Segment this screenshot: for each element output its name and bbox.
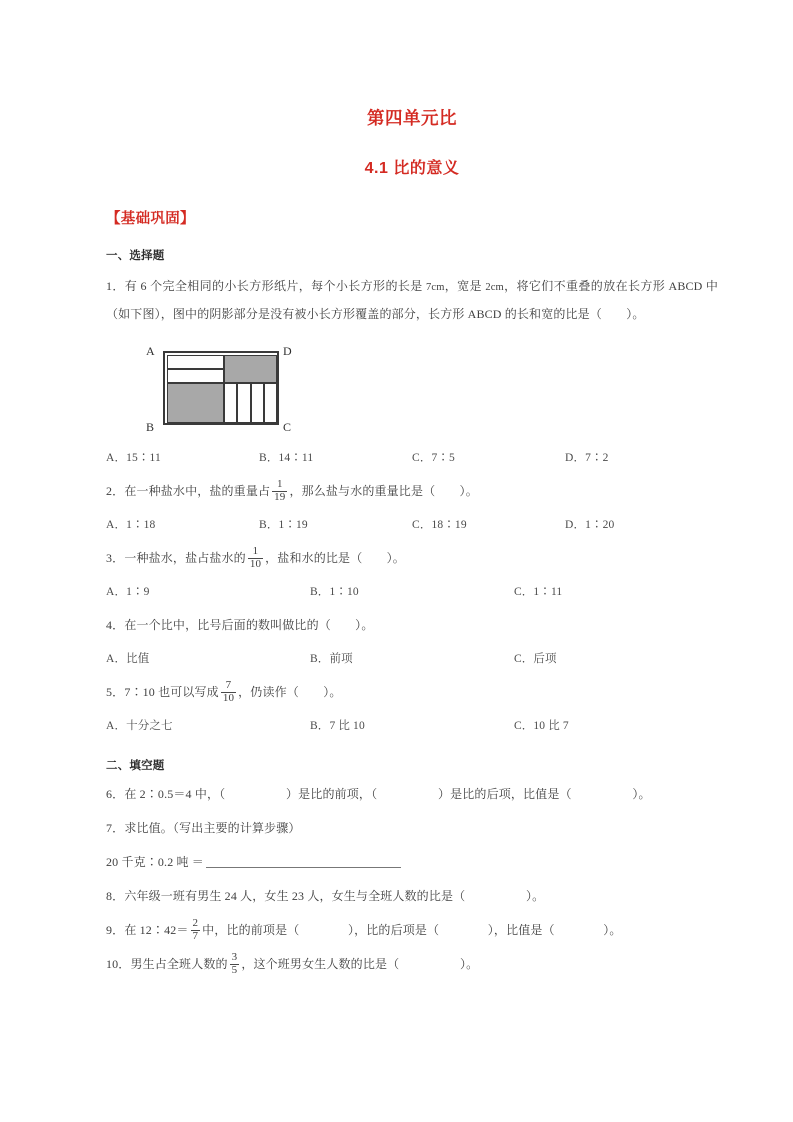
question-5-option-a[interactable]: A．十分之七 (106, 720, 173, 732)
figure-shaded-top-right (224, 355, 277, 383)
question-10-number: 10． (106, 957, 131, 971)
question-5-text-a: 7∶10 也可以写成 (124, 685, 219, 699)
figure-outer-rectangle (163, 351, 279, 425)
question-10-fraction (230, 952, 240, 976)
section-band-title: 【基础巩固】 (106, 211, 195, 227)
question-2-number: 2． (106, 484, 125, 498)
question-7 (106, 807, 718, 841)
question-10 (106, 943, 718, 977)
question-9-fraction (191, 918, 201, 942)
question-2 (106, 470, 718, 504)
question-3-fraction-numerator: 1 (252, 544, 259, 557)
question-5-number: 5． (106, 685, 125, 699)
figure-small-rect-h1 (167, 355, 224, 369)
figure-small-rect-v1 (224, 383, 237, 423)
question-5-fraction-numerator: 7 (225, 678, 232, 691)
question-3-fraction (248, 546, 263, 570)
question-8-text-a: 六年级一班有男生 24 人，女生 23 人，女生与全班人数的比是（ ）。 (124, 889, 545, 903)
question-9-fraction-denominator: 7 (192, 929, 199, 942)
question-4-option-b[interactable]: B．前项 (309, 653, 353, 665)
question-2-options (106, 504, 718, 537)
question-10-fraction-numerator: 3 (231, 950, 238, 963)
question-2-text-a: 在一种盐水中，盐的重量占 (124, 484, 271, 498)
question-3-fraction-denominator: 10 (249, 557, 262, 570)
question-9-text-b: 中，比的前项是（ ），比的后项是（ ），比值是（ ）。 (202, 923, 622, 937)
page-content (106, 0, 718, 977)
question-2-option-b[interactable]: B．1∶19 (259, 519, 308, 531)
figure-label-b: B (146, 420, 155, 434)
question-1-length-value: 7cm (426, 282, 445, 293)
question-2-fraction-numerator: 1 (276, 477, 283, 490)
question-1-width-value: 2cm (485, 282, 504, 293)
page-subtitle: 4.1 比的意义 (364, 160, 460, 177)
question-3 (106, 537, 718, 571)
section-heading-fill: 二、填空题 (106, 760, 165, 772)
figure-small-rect-v4 (264, 383, 277, 423)
question-4-options (106, 638, 718, 671)
question-1-number: 1． (106, 279, 125, 293)
figure-label-a: A (146, 344, 155, 358)
question-3-number: 3． (106, 551, 125, 565)
question-9 (106, 909, 718, 943)
question-2-option-d[interactable]: D．1∶20 (565, 519, 615, 531)
question-3-text-a: 一种盐水，盐占盐水的 (124, 551, 246, 565)
figure-small-rect-v3 (251, 383, 264, 423)
question-9-fraction-numerator: 2 (192, 916, 199, 929)
question-7-number: 7． (106, 821, 125, 835)
question-1-text-c: ，将它们不重叠的放在长方形 ABCD 中（如下图），图中的阴影部分是没有被小长方形覆盖的部分，长方形 ABCD 的长和宽的比是（ ）。 (106, 279, 718, 321)
question-4-number: 4． (106, 618, 125, 632)
question-7-expression-line (106, 841, 718, 875)
question-4-option-a[interactable]: A．比值 (106, 653, 150, 665)
question-5-fraction-denominator: 10 (222, 691, 235, 704)
question-9-number: 9． (106, 923, 125, 937)
question-9-text-a: 在 12∶42＝ (124, 923, 189, 937)
question-4-option-c[interactable]: C．后项 (513, 653, 557, 665)
question-3-text-b: ，盐和水的比是（ ）。 (265, 551, 405, 565)
rectangle-abcd-figure (140, 341, 310, 437)
question-3-option-a[interactable]: A．1∶9 (106, 586, 150, 598)
figure-label-c: C (283, 420, 292, 434)
question-6-text-a: 在 2∶0.5＝4 中，（ ）是比的前项，（ ）是比的后项，比值是（ ）。 (124, 787, 651, 801)
question-1-text-a: 有 6 个完全相同的小长方形纸片，每个小长方形的长是 (124, 279, 426, 293)
question-10-text-a: 男生占全班人数的 (130, 957, 228, 971)
question-1-option-b[interactable]: B．14∶11 (259, 452, 314, 464)
question-5-option-b[interactable]: B．7 比 10 (309, 720, 365, 732)
question-2-option-a[interactable]: A．1∶18 (106, 519, 156, 531)
question-2-fraction (272, 479, 287, 503)
question-5-option-c[interactable]: C．10 比 7 (513, 720, 569, 732)
question-7-expression: 20 千克∶0.2 吨 ＝ (106, 855, 204, 869)
question-1-options (106, 437, 718, 470)
figure-shaded-bottom-left (167, 383, 224, 423)
question-4 (106, 604, 718, 638)
figure-label-d: D (283, 344, 292, 358)
question-10-text-b: ，这个班男女生人数的比是（ ）。 (241, 957, 479, 971)
question-5 (106, 671, 718, 705)
question-5-options (106, 705, 718, 738)
question-3-option-c[interactable]: C．1∶11 (513, 586, 563, 598)
question-6 (106, 773, 718, 807)
question-4-text-a: 在一个比中，比号后面的数叫做比的（ ）。 (124, 618, 374, 632)
section-heading-choice: 一、选择题 (106, 250, 165, 262)
question-5-text-b: ，仍读作（ ）。 (238, 685, 342, 699)
question-1-option-c[interactable]: C．7∶5 (412, 452, 455, 464)
question-7-answer-blank[interactable] (206, 856, 401, 868)
question-10-fraction-denominator: 5 (231, 963, 238, 976)
question-2-fraction-denominator: 19 (274, 490, 286, 503)
question-6-number: 6． (106, 787, 125, 801)
question-8 (106, 875, 718, 909)
question-2-option-c[interactable]: C．18∶19 (412, 519, 467, 531)
question-7-text-a: 求比值。（写出主要的计算步骤） (124, 821, 301, 835)
page-title: 第四单元比 (367, 108, 457, 128)
figure-small-rect-h2 (167, 369, 224, 383)
figure-small-rect-v2 (237, 383, 250, 423)
question-3-option-b[interactable]: B．1∶10 (309, 586, 359, 598)
question-8-number: 8． (106, 889, 125, 903)
question-1-text-b: ，宽是 (444, 279, 486, 293)
question-2-text-b: ，那么盐与水的重量比是（ ）。 (289, 484, 478, 498)
question-1 (106, 263, 718, 327)
question-5-fraction (221, 680, 236, 704)
question-1-option-d[interactable]: D．7∶2 (565, 452, 609, 464)
question-3-options (106, 571, 718, 604)
question-1-option-a[interactable]: A．15∶11 (106, 452, 161, 464)
